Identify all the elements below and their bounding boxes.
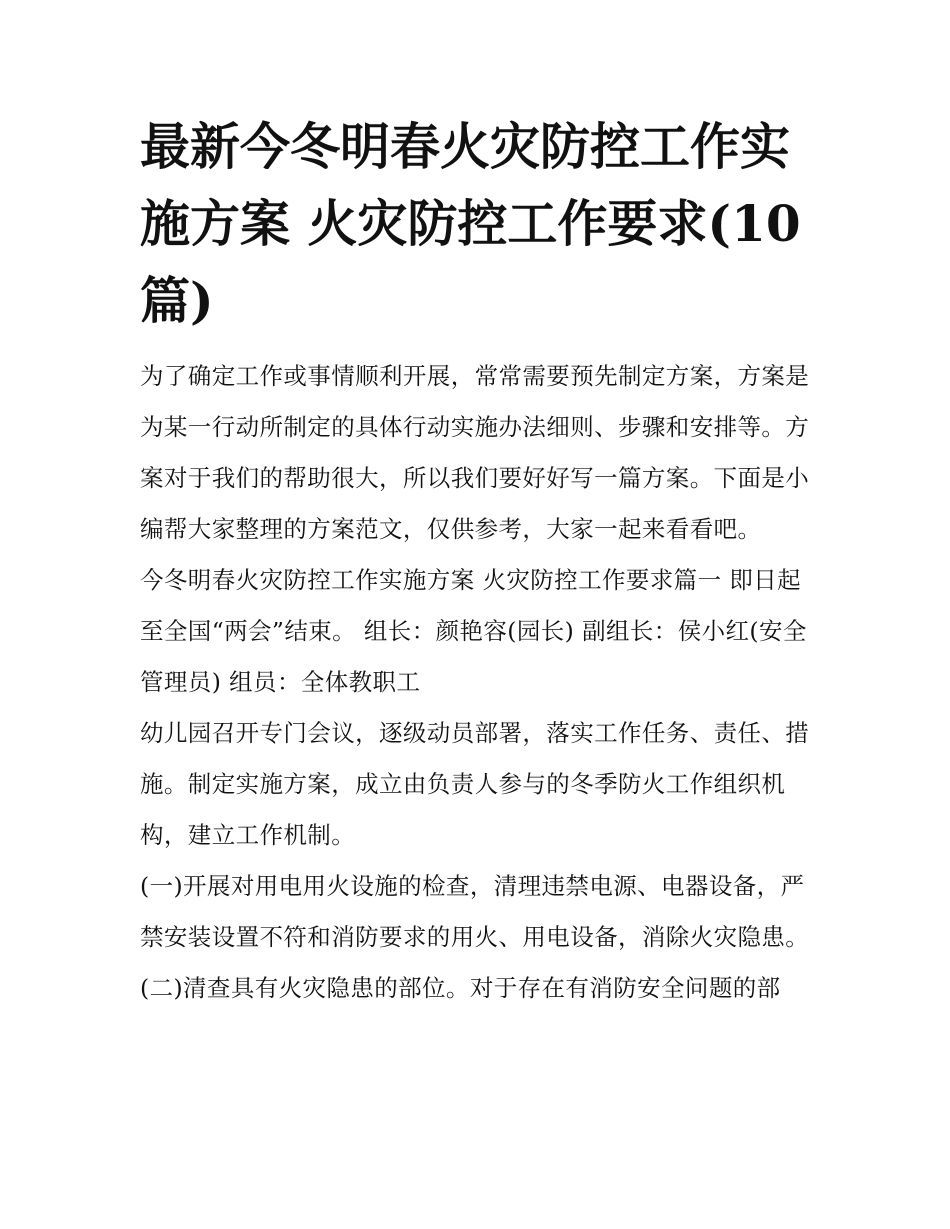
document-content	[140, 108, 812, 1014]
document-title: 最新今冬明春火灾防控工作实施方案 火灾防控工作要求(10篇)	[140, 117, 801, 330]
paragraph-meeting: 幼儿园召开专门会议，逐级动员部署，落实工作任务、责任、措施。制定实施方案，成立由负责人参与的冬季防火工作组织机构，建立工作机制。	[140, 719, 810, 849]
document-body	[140, 351, 812, 1014]
paragraph-item-2: (二)清查具有火灾隐患的部位。对于存在有消防安全问题的部	[140, 974, 781, 1002]
paragraph-plan-header: 今冬明春火灾防控工作实施方案 火灾防控工作要求篇一 即日起至全国“两会”结束。 组长：颜艳容(园长) 副组长：侯小红(安全管理员) 组员：全体教职工	[140, 566, 807, 696]
paragraph-item-1: (一)开展对用电用火设施的检查，清理违禁电源、电器设备，严禁安装设置不符和消防要求的用火、用电设备，消除火灾隐患。	[140, 872, 810, 951]
paragraph-intro: 为了确定工作或事情顺利开展，常常需要预先制定方案，方案是为某一行动所制定的具体行动实施办法细则、步骤和安排等。方案对于我们的帮助很大，所以我们要好好写一篇方案。下面是小编帮大家整理的方案范文，仅供参考，大家一起来看看吧。	[140, 362, 810, 543]
